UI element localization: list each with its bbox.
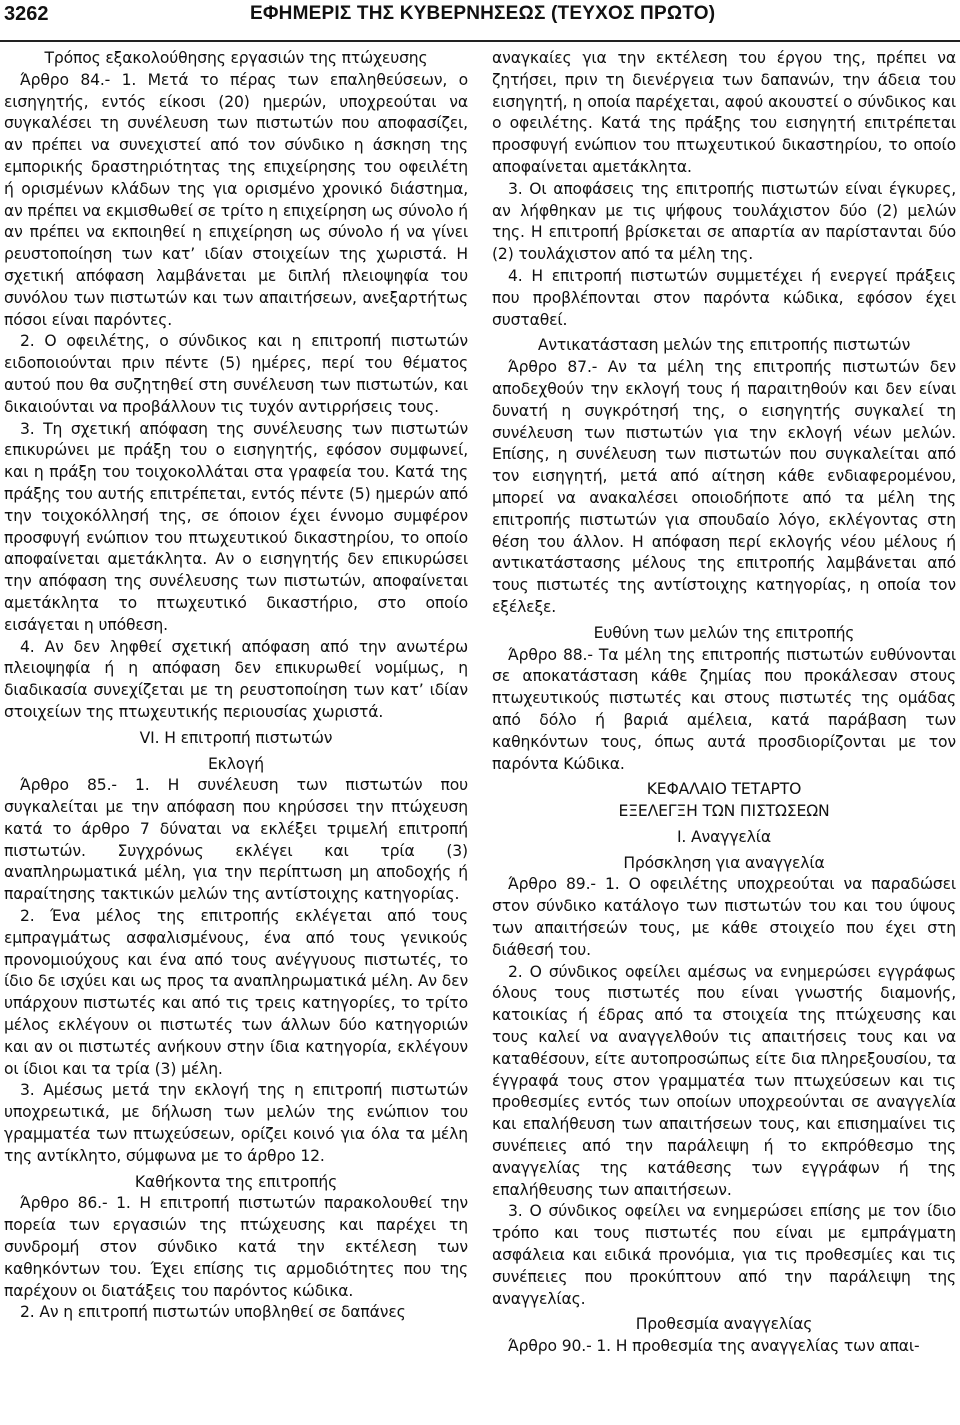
section-heading: Πρόσκληση για αναγγελία (623, 853, 825, 872)
paragraph: Άρθρο 86.- 1. Η επιτροπή πιστωτών παρακολουθεί την πορεία των εργασιών της πτώχευσης και παρέχει τη συνδρομή στον σύνδικο κατά την εκτέλεση των καθηκόντων του. Έχει επίσης τις αρμοδιότητες που της παρέχουν οι διατάξεις του παρόντος κώδικα. (4, 1194, 468, 1300)
page-header (0, 0, 960, 42)
paragraph: 4. Η επιτροπή πιστωτών συμμετέχει ή ενεργεί πράξεις που προβλέπονται στον παρόντα κώδικα, εφόσον έχει συσταθεί. (492, 266, 956, 329)
chapter-heading: VI. Η επιτροπή πιστωτών (139, 728, 333, 747)
paragraph: Άρθρο 85.- 1. Η συνέλευση των πιστωτών που συγκαλείται με την απόφαση που κηρύσσει την πτώχευση κατά το άρθρο 7 δύναται να εκλέξει τριμελή επιτροπή πιστωτών. Συγχρόνως εκλέγει και τρία (3) αναπληρωματικά μέλη, για την περίπτωση μη αποδοχής ή παραίτησης τακτικών μελών της αντίστοιχης κατηγορίας. (4, 776, 468, 904)
paragraph: Άρθρο 89.- 1. Ο οφειλέτης υποχρεούται να παραδώσει στον σύνδικο κατάλογο των πιστωτών του και του ύψους των απαιτήσεών τους, με κάθε στοιχείο που έχει στη διάθεσή του. (492, 875, 956, 959)
section-heading: Τρόπος εξακολούθησης εργασιών της πτώχευσης (44, 49, 428, 67)
paragraph: Άρθρο 87.- Αν τα μέλη της επιτροπής πιστωτών δεν αποδεχθούν την εκλογή τους ή παραιτηθούν και δεν είναι δυνατή η συγκρότησή της, ο εισηγητής συγκαλεί τη συνέλευση των πιστωτών για την εκλογή νέων μελών. Επίσης, η συνέλευση των πιστωτών που συγκαλείται από τον εισηγητή, μετά από αίτηση κάθε ενδιαφερομένου, μπορεί να ανακαλέσει οποιοδήποτε από τα μέλη της επιτροπής πιστωτών για σπουδαίο λόγο, εκλέγοντας στη θέση του άλλον. Η απόφαση περί εκλογής νέου μέλους ή αντικατάστασης μέλους της επιτροπής λαμβάνεται από τους πιστωτές της αντίστοιχης κατηγορίας, η οποία τον εξέλεξε. (492, 358, 956, 616)
right-column (492, 48, 956, 1358)
paragraph: 2. Ο σύνδικος οφείλει αμέσως να ενημερώσει εγγράφως όλους τους πιστωτές που είναι γνωστής διαμονής, κατοικίας ή έδρας από τα στοιχεία της πτώχευσης και τους καλεί να αναγγελθούν τις απαιτήσεις τους και να καταθέσουν, είτε αυτοπροσώπως είτε δια πληρεξουσίου, τα έγγραφά τους στον γραμματέα των πτωχεύσεων και τις προθεσμίες εντός των οποίων υποχρεούνται σε αναγγελία και επαλήθευση των απαιτήσεων τους, και επισημαίνει τις συνέπειες από την παράλειψη ή το εκπρόθεσμο της αναγγελίας της κατάθεσης των εγγράφων ή της επαλήθευσης των απαιτήσεων. (492, 962, 956, 1199)
publication-title: ΕΦΗΜΕΡΙΣ ΤΗΣ ΚΥΒΕΡΝΗΣΕΩΣ (ΤΕΥΧΟΣ ΠΡΩΤΟ) (250, 3, 716, 24)
section-heading: Καθήκοντα της επιτροπής (134, 1172, 338, 1191)
paragraph: Άρθρο 88.- Τα μέλη της επιτροπής πιστωτών ευθύνονται σε αποκατάσταση κάθε ζημίας που προκάλεσαν στους πτωχευτικούς πιστωτές και στους πιστωτές της ομάδας από δόλο ή βαριά αμέλεια, κατά παράβαση των καθηκόντων τους, όπως αυτά προσδιορίζονται με τον παρόντα Κώδικα. (492, 645, 956, 773)
chapter-subtitle: ΕΞΕΛΕΓΞΗ ΤΩΝ ΠΙΣΤΩΣΕΩΝ (618, 802, 830, 821)
page-number: 3262 (4, 3, 49, 25)
paragraph: 2. Αν η επιτροπή πιστωτών υποβληθεί σε δαπάνες (20, 1303, 406, 1322)
paragraph: αναγκαίες για την εκτέλεση του έργου της, πρέπει να ζητήσει, πριν τη διενέργεια των δαπανών, την άδεια του εισηγητή, η οποία παρέχεται, αφού ακουστεί ο σύνδικος και ο οφειλέτης. Κατά της πράξης του εισηγητή επιτρέπεται προσφυγή ενώπιον του πτωχευτικού δικαστηρίου, το οποίο αποφαίνεται αμετάκλητα. (492, 49, 956, 176)
paragraph: 2. Ο οφειλέτης, ο σύνδικος και η επιτροπή πιστωτών ειδοποιούνται πριν πέντε (5) ημέρες, περί του θέματος αυτού που θα συζητηθεί στη συνέλευση των πιστωτών, και δικαιούνται να προβάλλουν τις τυχόν αντιρρήσεις τους. (4, 332, 468, 416)
part-heading: Ι. Αναγγελία (676, 827, 772, 846)
paragraph: Άρθρο 90.- 1. Η προθεσμία της αναγγελίας των απαι- (508, 1337, 920, 1356)
paragraph: 3. Τη σχετική απόφαση της συνέλευσης των πιστωτών επικυρώνει με πράξη του ο εισηγητής, εφόσον συμφωνεί, και η πράξη του τοιχοκολλάται στα γραφεία του. Κατά της πράξης του αυτής επιτρέπεται, εντός πέντε (5) ημερών από την τοιχοκόλλησή της, σε όποιον έχει έννομο συμφέρον προσφυγή ενώπιον του πτωχευτικού δικαστηρίου, το οποίο αποφαίνεται αμετάκλητα. Αν ο εισηγητής δεν επικυρώσει την απόφαση της συνέλευσης των πιστωτών, αποφαίνεται αμετάκλητα το πτωχευτικό δικαστήριο, στο οποίο εισάγεται η υπόθεση. (4, 419, 468, 634)
chapter-heading: ΚΕΦΑΛΑΙΟ ΤΕΤΑΡΤΟ (646, 780, 802, 799)
paragraph: 4. Αν δεν ληφθεί σχετική απόφαση από την ανωτέρω πλειοψηφία ή η απόφαση δεν επικυρωθεί νομίμως, η διαδικασία συνεχίζεται με τη ρευστοποίηση των κατ’ ιδίαν στοιχείων της πτωχευτικής περιουσίας χωριστά. (4, 637, 468, 721)
section-heading: Αντικατάσταση μελών της επιτροπής πιστωτών (537, 336, 911, 355)
paragraph: Άρθρο 84.- 1. Μετά το πέρας των επαληθεύσεων, ο εισηγητής, εντός είκοσι (20) ημερών, υποχρεούται να συγκαλέσει τη συνέλευση των πιστωτών που αποφασίζει, αν πρέπει να συνεχιστεί από τον σύνδικο η άσκηση της εμπορικής δραστηριότητας της επιχείρησης του οφειλέτη ή ορισμένων κλάδων της για ορισμένο χρονικό διάστημα, αν πρέπει να εκμισθωθεί σε τρίτο η επιχείρηση ως σύνολο ή αν πρέπει να εκποιηθεί η επιχείρηση ως σύνολο ή να γίνει ρευστοποίηση των κατ’ ιδίαν στοιχείων της χωριστά. Η σχετική απόφαση λαμβάνεται με διπλή πλειοψηφία του συνόλου των πιστωτών και των απαιτήσεων, ανεξαρτήτως πόσοι είναι παρόντες. (4, 70, 468, 329)
section-heading: Προθεσμία αναγγελίας (635, 1315, 813, 1334)
section-heading: Ευθύνη των μελών της επιτροπής (593, 623, 855, 642)
left-column (4, 48, 468, 1324)
paragraph: 2. Ένα μέλος της επιτροπής εκλέγεται από τους εμπραγμάτως ασφαλισμένους, ένα από τους γενικούς προνομιούχους και ένα από τους ανέγγυους πιστωτές, το ίδιο δε ισχύει και ως προς τα αναπληρωματικά μέλη. Αν δεν υπάρχουν πιστωτές και από τις τρεις κατηγορίες, το τρίτο μέλος εκλέγουν οι πιστωτές των άλλων δύο κατηγοριών και αν οι πιστωτές ανήκουν στην ίδια κατηγορία, εκλέγουν οι ίδιοι και τα τρία (3) μέλη. (4, 907, 468, 1078)
paragraph: 3. Αμέσως μετά την εκλογή της η επιτροπή πιστωτών υποχρεωτικά, με δήλωση των μελών της ενώπιον του γραμματέα των πτωχεύσεων, ορίζει κοινό για όλα τα μέλη της αντίκλητο, σύμφωνα με το άρθρο 12. (4, 1081, 468, 1165)
section-heading: Εκλογή (207, 754, 265, 773)
paragraph: 3. Ο σύνδικος οφείλει να ενημερώσει επίσης με τον ίδιο τρόπο και τους πιστωτές που είναι με εμπράγματη ασφάλεια και ειδικά προνόμια, για τις προθεσμίες και τις συνέπειες που προκύπτουν από την παράλειψη της αναγγελίας. (492, 1202, 956, 1308)
paragraph: 3. Οι αποφάσεις της επιτροπής πιστωτών είναι έγκυρες, αν λήφθηκαν με τις ψήφους τουλάχιστον δύο (2) μελών της. Η επιτροπή βρίσκεται σε απαρτία αν παρίστανται δύο (2) τουλάχιστον από τα μέλη της. (492, 179, 956, 264)
